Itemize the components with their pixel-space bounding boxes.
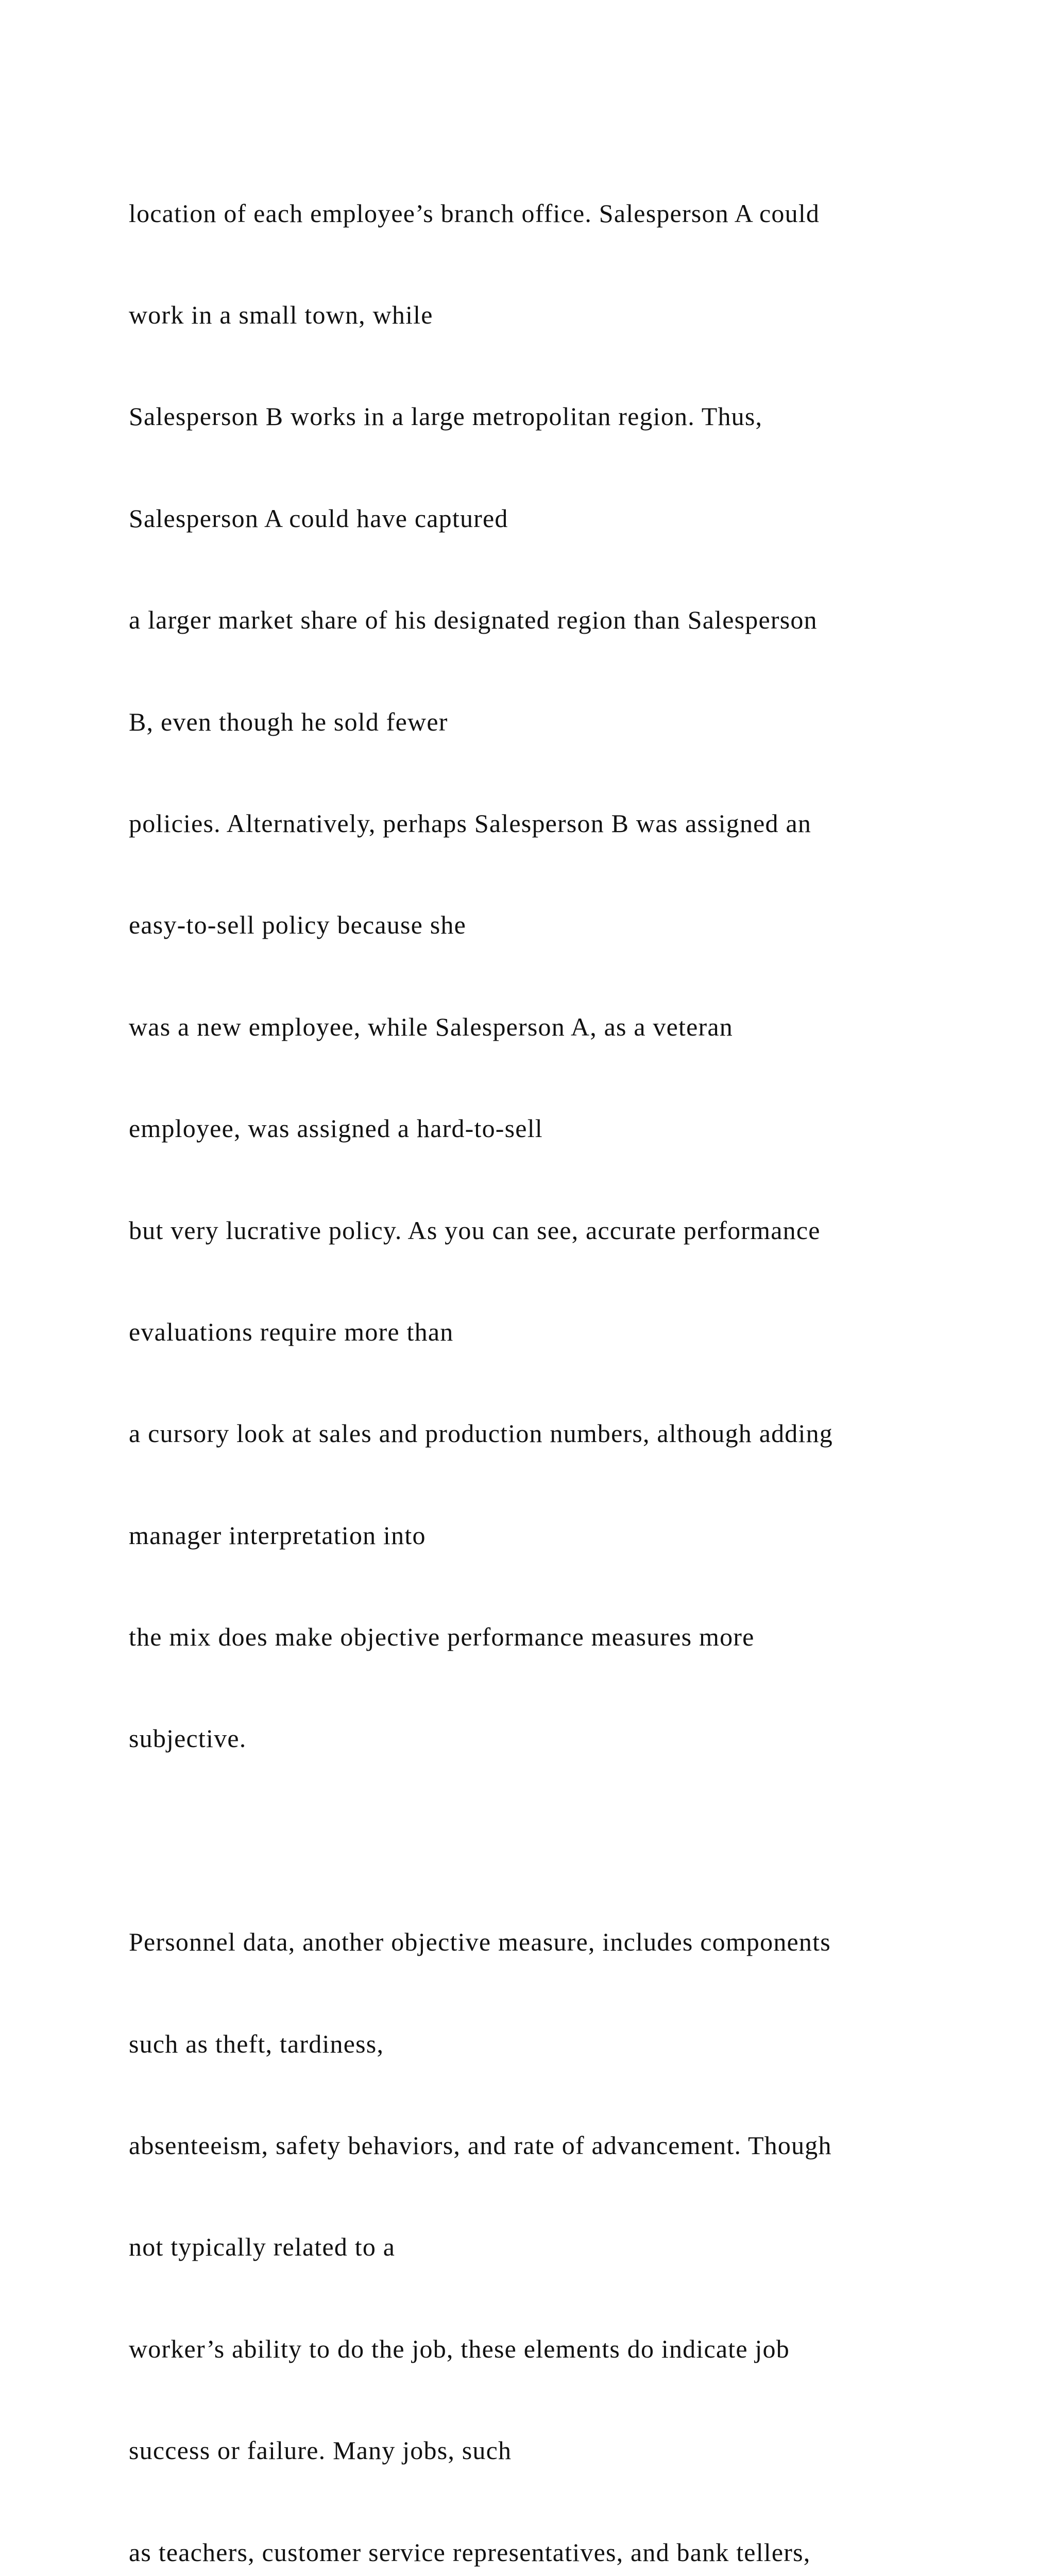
text-line: a cursory look at sales and production numbers, although adding [129,1419,833,1448]
text-line: location of each employee’s branch office. Salesperson A could [129,198,820,228]
text-line: Personnel data, another objective measure, includes components [129,1927,831,1957]
text-line: the mix does make objective performance measures more [129,1622,755,1652]
text-line: was a new employee, while Salesperson A, as a veteran [129,1012,733,1041]
document-text [129,129,979,2576]
text-line: but very lucrative policy. As you can see, accurate performance [129,1215,821,1245]
text-line: Salesperson A could have captured [129,503,508,533]
text-line: work in a small town, while [129,300,433,329]
text-line: easy-to-sell policy because she [129,910,467,940]
text-line: such as theft, tardiness, [129,2029,384,2058]
text-line: success or failure. Many jobs, such [129,2436,512,2465]
text-line: evaluations require more than [129,1317,454,1346]
text-line: as teachers, customer service representatives, and bank tellers, [129,2537,811,2567]
text-line: worker’s ability to do the job, these elements do indicate job [129,2334,790,2363]
text-line: B, even though he sold fewer [129,707,448,736]
text-line: policies. Alternatively, perhaps Salesperson B was assigned an [129,808,812,838]
text-line: not typically related to a [129,2232,396,2262]
text-line: employee, was assigned a hard-to-sell [129,1114,543,1143]
text-line: a larger market share of his designated region than Salesperson [129,605,818,635]
paragraph-break [129,1824,979,1858]
text-line: absenteeism, safety behaviors, and rate of advancement. Though [129,2131,832,2160]
text-line: subjective. [129,1724,247,1753]
text-line: manager interpretation into [129,1520,426,1550]
text-line: Salesperson B works in a large metropolitan region. Thus, [129,402,763,431]
